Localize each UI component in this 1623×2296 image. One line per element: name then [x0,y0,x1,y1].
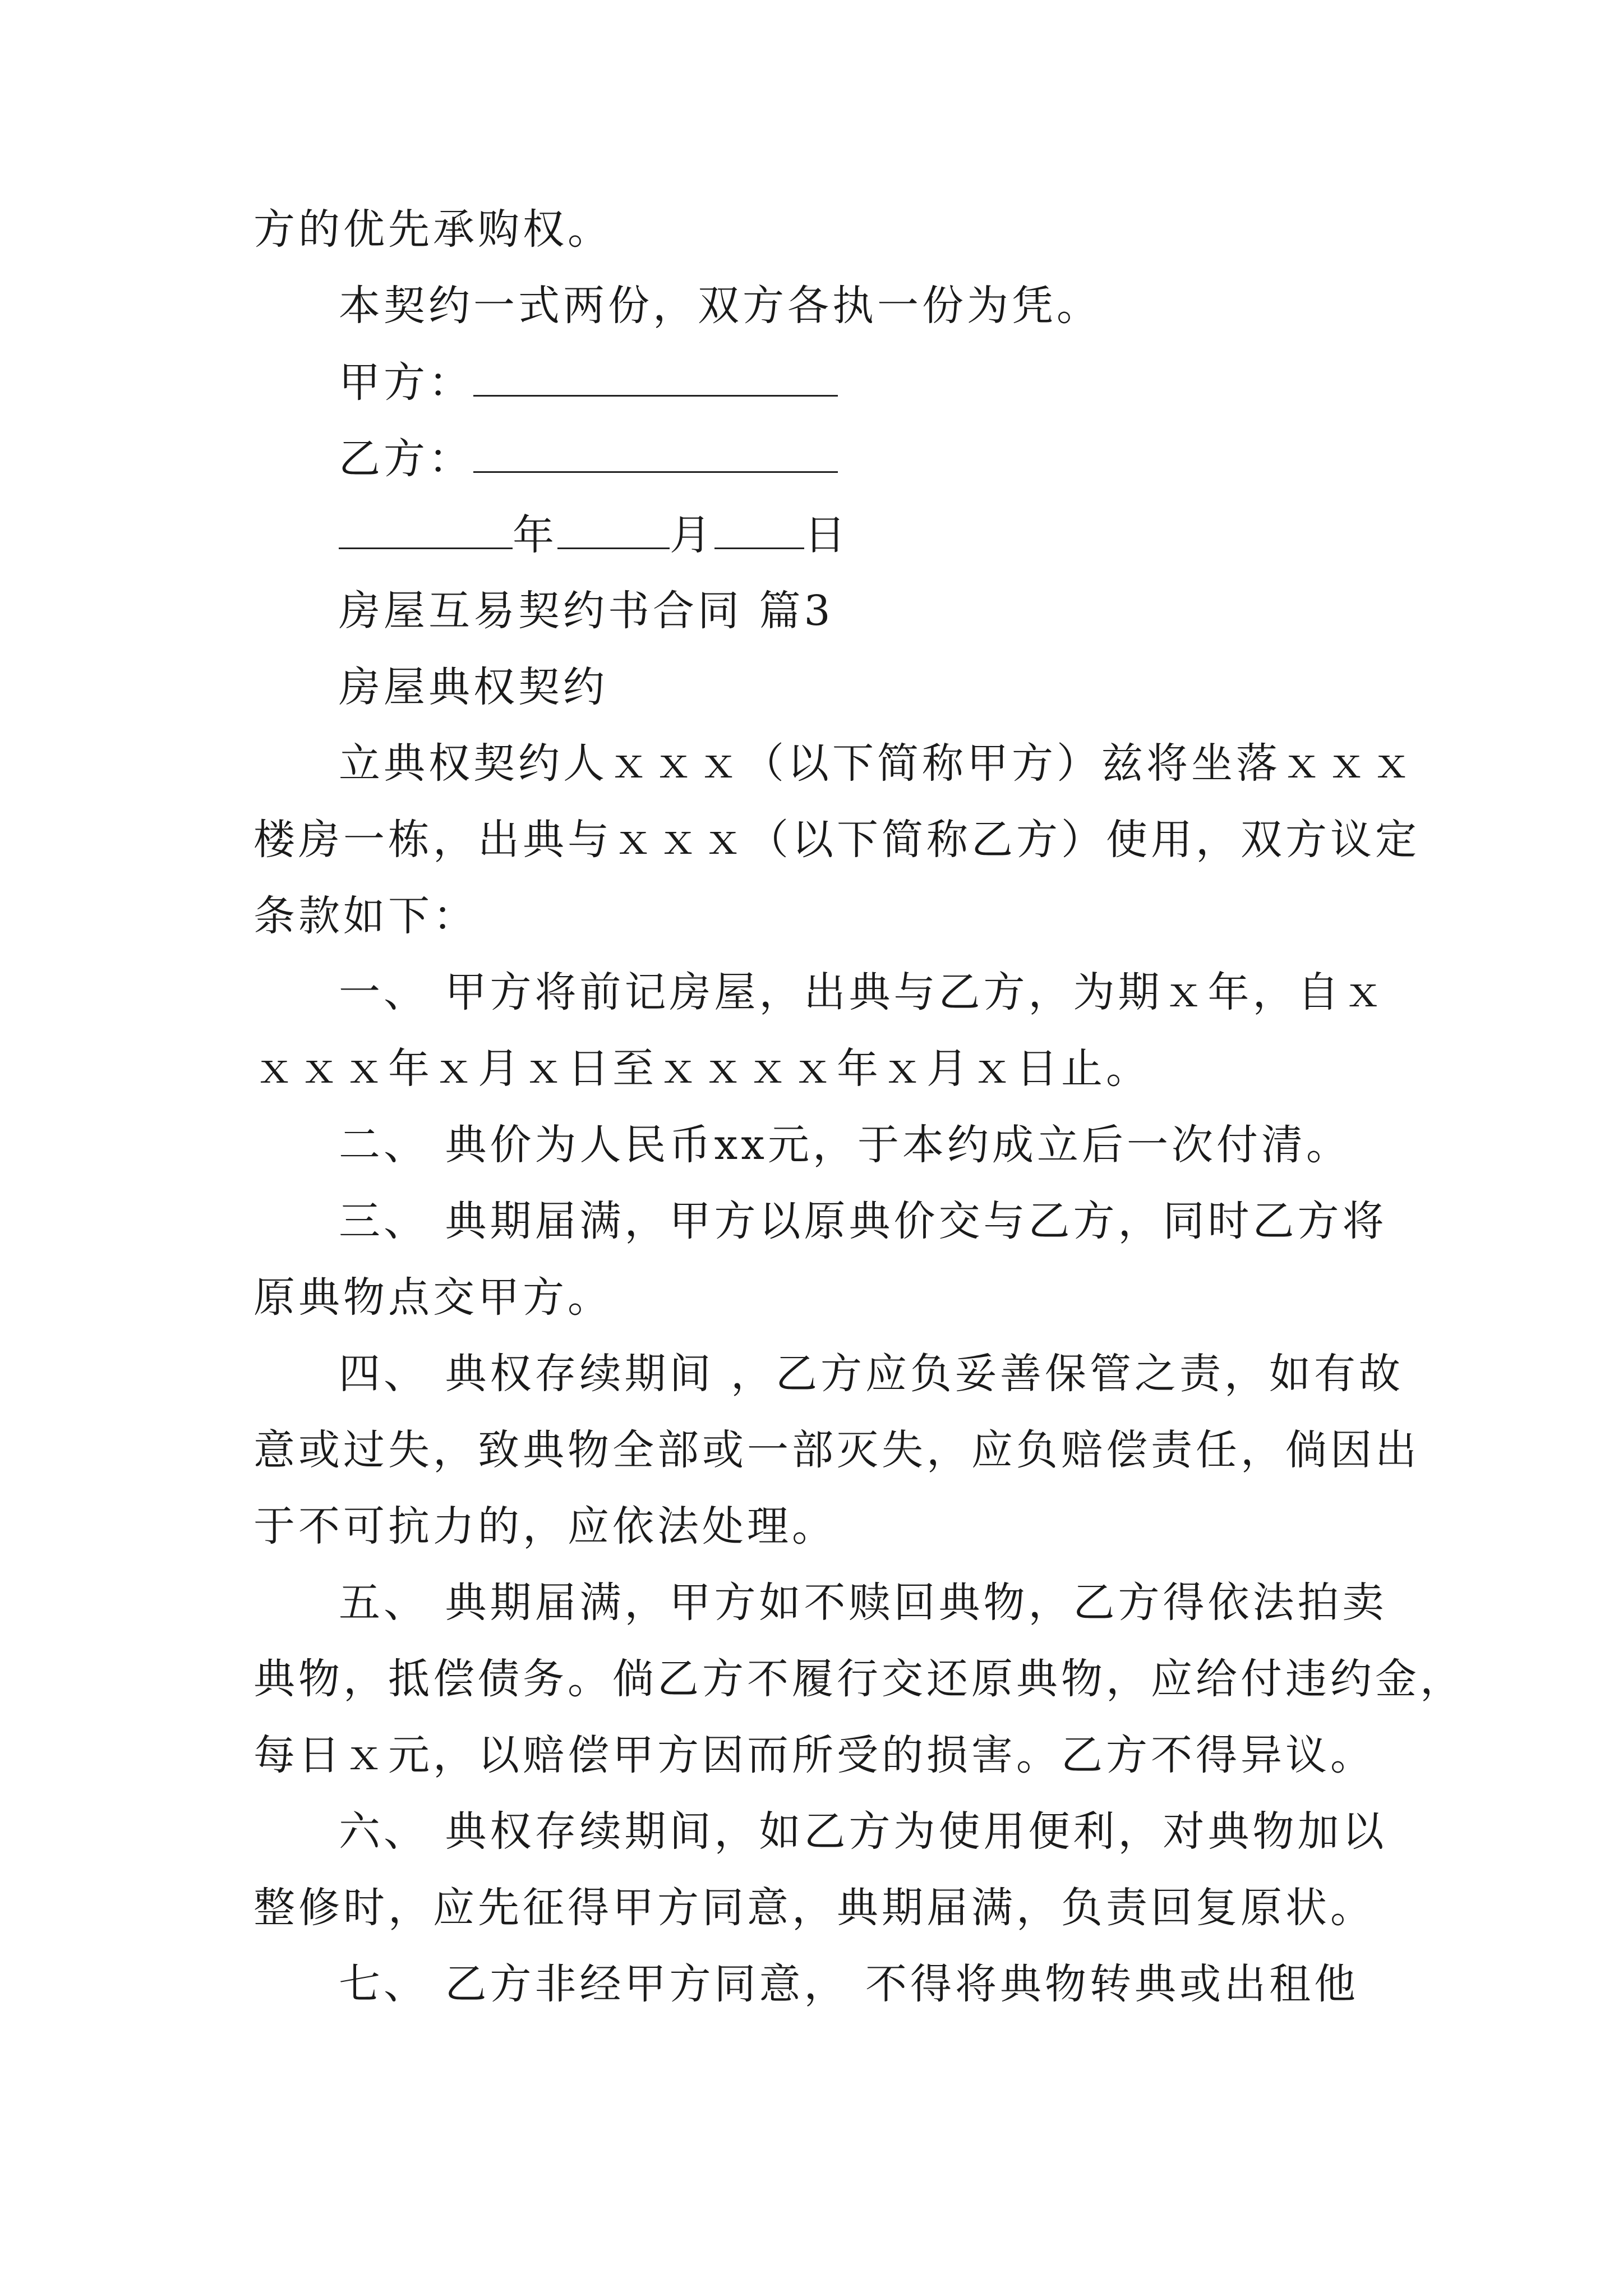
party-b-signature-line [339,435,1372,483]
text-line-21: 每日ｘ元，以赔偿甲方因而所受的损害。乙方不得异议。 [253,1731,1375,1779]
text-line-20: 典物，抵偿债务。倘乙方不履行交还原典物，应给付违约金， [253,1655,1465,1703]
text-line-8: 立典权契约人ｘｘｘ（以下简称甲方）兹将坐落ｘｘｘ [339,739,1415,788]
section-heading: 房屋互易契约书合同 篇3 [339,587,834,635]
day-label: 日 [804,511,849,559]
party-b-label: 乙方： [339,435,473,483]
text-line-23: 整修时，应先征得甲方同意，典期届满，负责回复原状。 [253,1884,1375,1932]
date-line [339,511,1372,559]
text-line-14: 三、 典期届满，甲方以原典价交与乙方，同时乙方将 [339,1197,1387,1245]
party-b-blank [473,438,838,473]
month-blank [557,514,670,549]
text-line-9: 楼房一栋，出典与ｘｘｘ（以下简称乙方）使用，双方议定 [253,816,1420,864]
text-line-13: 二、 典价为人民币xx元，于本约成立后一次付清。 [339,1121,1351,1169]
party-a-blank [473,361,838,397]
party-a-label: 甲方： [339,358,473,407]
text-line-18: 于不可抗力的，应依法处理。 [253,1502,837,1550]
text-line-16: 四、 典权存续期间 ，乙方应负妥善保管之责，如有故 [339,1350,1404,1398]
text-line-17: 意或过失，致典物全部或一部灭失，应负赔偿责任，倘因出 [253,1426,1420,1474]
day-blank [714,514,804,549]
year-blank [339,514,513,549]
month-label: 月 [670,511,714,559]
year-label: 年 [513,511,557,559]
text-line-2: 本契约一式两份，双方各执一份为凭。 [339,282,1101,330]
text-line-12: ｘｘｘ年ｘ月ｘ日至ｘｘｘｘ年ｘ月ｘ日止。 [253,1045,1151,1093]
text-line-19: 五、 典期届满，甲方如不赎回典物，乙方得依法拍卖 [339,1579,1387,1627]
text-line-15: 原典物点交甲方。 [253,1273,612,1322]
party-a-signature-line [339,358,1372,407]
text-line-22: 六、 典权存续期间，如乙方为使用便利，对典物加以 [339,1807,1387,1856]
text-line-11: 一、 甲方将前记房屋，出典与乙方，为期ｘ年，自ｘ [339,968,1387,1016]
contract-title: 房屋典权契约 [339,663,608,711]
text-line-10: 条款如下： [253,892,478,940]
text-line-1: 方的优先承购权。 [253,205,612,254]
text-line-24: 七、 乙方非经甲方同意， 不得将典物转典或出租他 [339,1960,1359,2008]
